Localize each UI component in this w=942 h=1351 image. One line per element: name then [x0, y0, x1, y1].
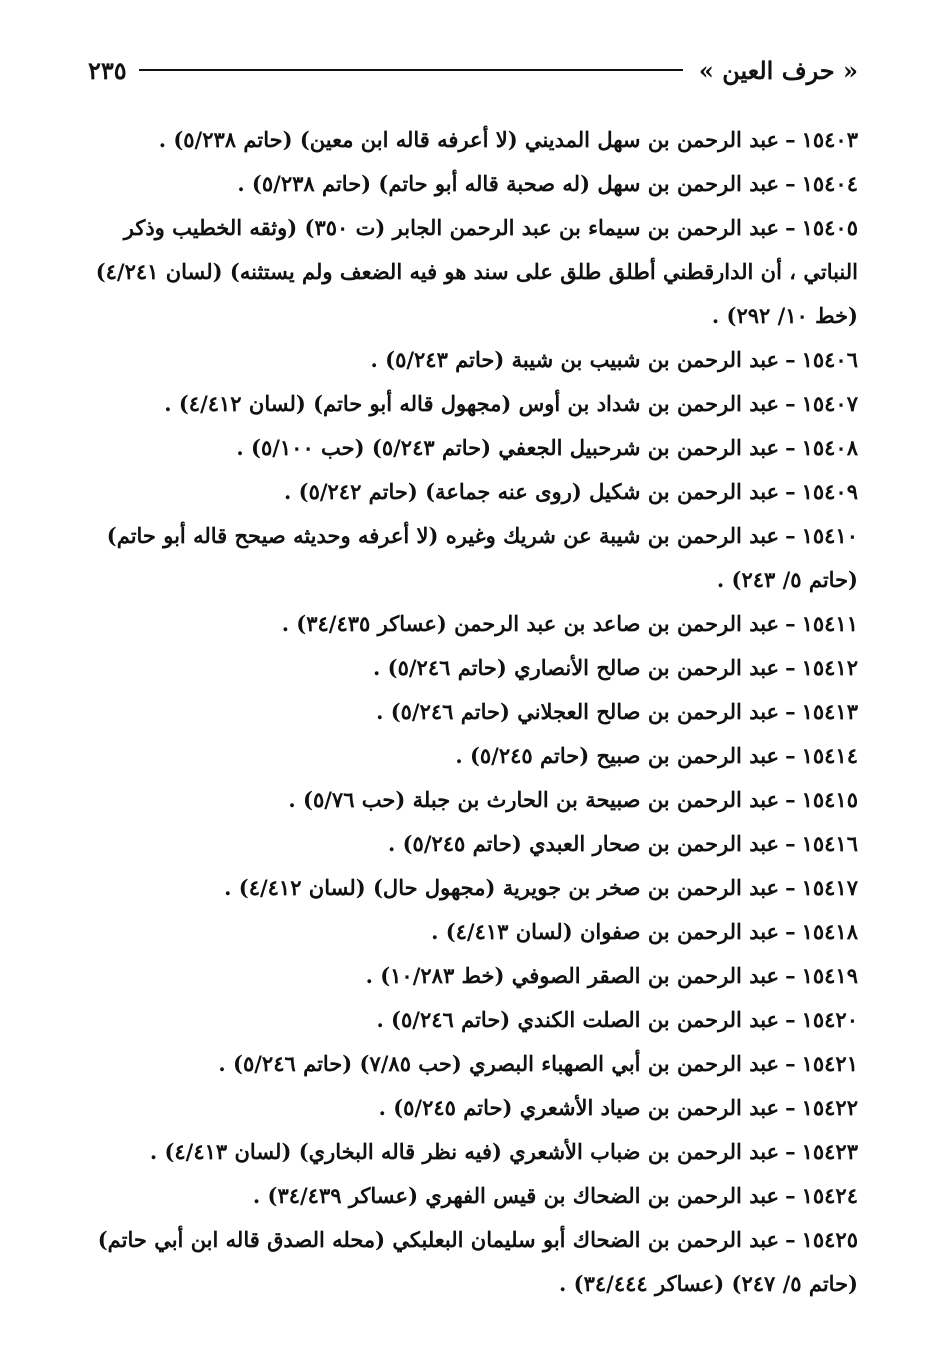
entry-number: ١٥٤٠٥	[801, 215, 858, 240]
entry-text: عبد الرحمن بن شرحبيل الجعفي (حاتم ٥/٢٤٣) (حب ٥/١٠٠) .	[236, 435, 780, 460]
entry	[76, 206, 858, 338]
entry	[76, 998, 858, 1042]
entry-number: ١٥٤١٨	[801, 919, 858, 944]
entry-text: عبد الرحمن بن الصقر الصوفي (خط ١٠/٢٨٣) .	[365, 963, 780, 988]
dash-separator: –	[785, 699, 796, 724]
entry	[76, 1042, 858, 1086]
entry-text: عبد الرحمن بن صبيحة بن الحارث بن جبلة (حب ٥/٧٦) .	[288, 787, 780, 812]
entry	[76, 822, 858, 866]
entry-text: عبد الرحمن بن شداد بن أوس (مجهول قاله أبو حاتم) (لسان ٤/٤١٢) .	[164, 391, 780, 416]
entry-text: عبد الرحمن بن صالح العجلاني (حاتم ٥/٢٤٦) .	[376, 699, 780, 724]
entry-number: ١٥٤٢٥	[801, 1227, 858, 1252]
entry-number: ١٥٤٢٤	[801, 1183, 858, 1208]
entry	[76, 602, 858, 646]
entry-text: عبد الرحمن بن شكيل (روى عنه جماعة) (حاتم ٥/٢٤٢) .	[284, 479, 780, 504]
dash-separator: –	[785, 1051, 796, 1076]
entry-text: عبد الرحمن بن الصلت الكندي (حاتم ٥/٢٤٦) .	[376, 1007, 780, 1032]
entry	[76, 118, 858, 162]
dash-separator: –	[785, 611, 796, 636]
entry	[76, 1086, 858, 1130]
entry-number: ١٥٤١٣	[801, 699, 858, 724]
entry-number: ١٥٤٠٨	[801, 435, 858, 460]
dash-separator: –	[785, 655, 796, 680]
entry-text: عبد الرحمن بن سهل المديني (لا أعرفه قاله ابن معين) (حاتم ٥/٢٣٨) .	[158, 127, 780, 152]
entry	[76, 514, 858, 602]
entry	[76, 338, 858, 382]
entry-number: ١٥٤٢٠	[801, 1007, 858, 1032]
dash-separator: –	[785, 1227, 796, 1252]
entry-number: ١٥٤١١	[801, 611, 858, 636]
entry-text: عبد الرحمن بن أبي الصهباء البصري (حب ٧/٨٥) (حاتم ٥/٢٤٦) .	[218, 1051, 780, 1076]
dash-separator: –	[785, 215, 796, 240]
dash-separator: –	[785, 1095, 796, 1120]
entry-text: عبد الرحمن بن الضحاك بن قيس الفهري (عساكر ٣٤/٤٣٩) .	[252, 1183, 780, 1208]
entry-text: عبد الرحمن بن صحار العبدي (حاتم ٥/٢٤٥) .	[387, 831, 780, 856]
dash-separator: –	[785, 391, 796, 416]
entry-number: ١٥٤٢٢	[801, 1095, 858, 1120]
entry-number: ١٥٤٠٣	[801, 127, 858, 152]
entry-text: عبد الرحمن بن صياد الأشعري (حاتم ٥/٢٤٥) .	[378, 1095, 780, 1120]
entry-number: ١٥٤١٢	[801, 655, 858, 680]
dash-separator: –	[785, 1139, 796, 1164]
entry-number: ١٥٤١٩	[801, 963, 858, 988]
entry-text: عبد الرحمن بن صخر بن جويرية (مجهول حال) (لسان ٤/٤١٢) .	[224, 875, 780, 900]
entry-text: عبد الرحمن بن صاعد بن عبد الرحمن (عساكر ٣٤/٤٣٥) .	[281, 611, 780, 636]
entry	[76, 1218, 858, 1306]
entry	[76, 1130, 858, 1174]
entry-number: ١٥٤٠٦	[801, 347, 858, 372]
entry	[76, 734, 858, 778]
entry-number: ١٥٤٢٣	[801, 1139, 858, 1164]
entry	[76, 470, 858, 514]
entry-number: ١٥٤١٥	[801, 787, 858, 812]
entry-text: عبد الرحمن بن شيبة عن شريك وغيره (لا أعرفه وحديثه صيحح قاله أبو حاتم) (حاتم ٥/ ٢٤٣) .	[106, 523, 858, 592]
entry-list	[76, 118, 858, 1306]
entry-text: عبد الرحمن بن صبيح (حاتم ٥/٢٤٥) .	[455, 743, 780, 768]
dash-separator: –	[785, 171, 796, 196]
entry-text: عبد الرحمن بن الضحاك أبو سليمان البعلبكي (محله الصدق قاله ابن أبي حاتم) (حاتم ٥/ ٢٤٧) (عساكر ٣٤/٤٤٤) .	[97, 1227, 858, 1296]
dash-separator: –	[785, 127, 796, 152]
entry-text: عبد الرحمن بن ضباب الأشعري (فيه نظر قاله البخاري) (لسان ٤/٤١٣) .	[149, 1139, 780, 1164]
page-header	[88, 48, 858, 92]
dash-separator: –	[785, 787, 796, 812]
dash-separator: –	[785, 1183, 796, 1208]
entry-number: ١٥٤٠٧	[801, 391, 858, 416]
dash-separator: –	[785, 1007, 796, 1032]
dash-separator: –	[785, 963, 796, 988]
dash-separator: –	[785, 435, 796, 460]
entry	[76, 426, 858, 470]
dash-separator: –	[785, 523, 796, 548]
entry-text: عبد الرحمن بن سيماء بن عبد الرحمن الجابر (ت ٣٥٠) (وثقه الخطيب وذكر النباتي ، أن الدارقطني أطلق طلق على سند هو فيه الضعف ولم يستثنه) (لسان ٤/٢٤١) (خط ١٠/ ٢٩٢) .	[95, 215, 858, 328]
entry	[76, 690, 858, 734]
section-title: « حرف العين »	[698, 55, 858, 85]
entry	[76, 954, 858, 998]
entry-number: ١٥٤٠٤	[801, 171, 858, 196]
entry-number: ١٥٤١٧	[801, 875, 858, 900]
entry	[76, 382, 858, 426]
entry-text: عبد الرحمن بن صالح الأنصاري (حاتم ٥/٢٤٦) .	[373, 655, 780, 680]
dash-separator: –	[785, 875, 796, 900]
page-number: ٢٣٥	[88, 55, 127, 85]
entry	[76, 778, 858, 822]
entry-text: عبد الرحمن بن سهل (له صحبة قاله أبو حاتم) (حاتم ٥/٢٣٨) .	[237, 171, 780, 196]
dash-separator: –	[785, 479, 796, 504]
entry	[76, 866, 858, 910]
dash-separator: –	[785, 347, 796, 372]
entry	[76, 646, 858, 690]
dash-separator: –	[785, 831, 796, 856]
entry-text: عبد الرحمن بن صفوان (لسان ٤/٤١٣) .	[431, 919, 780, 944]
entry-number: ١٥٤١٠	[801, 523, 858, 548]
entry	[76, 1174, 858, 1218]
entry	[76, 910, 858, 954]
header-rule	[139, 69, 683, 71]
entry-number: ١٥٤٠٩	[801, 479, 858, 504]
entry-text: عبد الرحمن بن شبيب بن شيبة (حاتم ٥/٢٤٣) .	[370, 347, 780, 372]
entry-number: ١٥٤١٤	[801, 743, 858, 768]
dash-separator: –	[785, 919, 796, 944]
entry-number: ١٥٤٢١	[801, 1051, 858, 1076]
entry	[76, 162, 858, 206]
dash-separator: –	[785, 743, 796, 768]
entry-number: ١٥٤١٦	[801, 831, 858, 856]
